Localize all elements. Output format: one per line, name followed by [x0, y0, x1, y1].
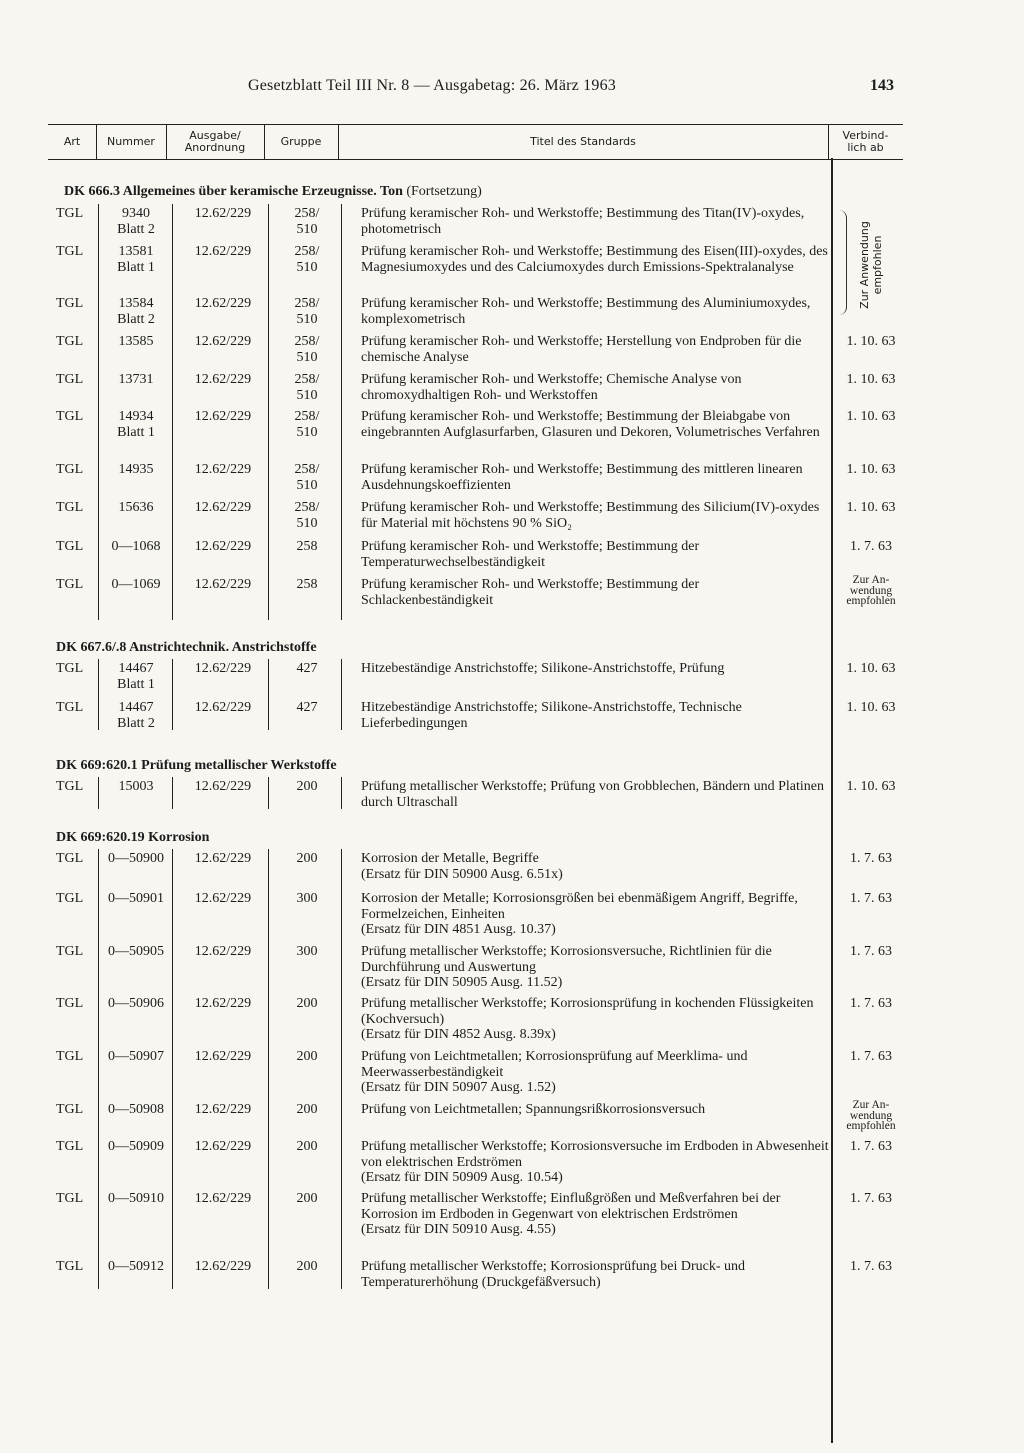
row-art: TGL: [56, 409, 84, 424]
row-art: TGL: [56, 1139, 84, 1154]
row-gruppe: 200: [296, 779, 318, 794]
row-verbindlich-ab: 1. 7. 63: [850, 1259, 892, 1274]
column-art: Art: [48, 125, 97, 159]
section-heading-bold: DK 666.3 Allgemeines über keramische Erzeugnisse. Ton: [64, 184, 403, 199]
row-verbindlich-ab: 1. 10. 63: [846, 462, 896, 477]
column-divider: [831, 158, 833, 1443]
rule-art-nummer: [98, 204, 99, 620]
row-art: TGL: [56, 1259, 84, 1274]
row-nummer: 0—50912: [108, 1259, 164, 1274]
row-art: TGL: [56, 996, 84, 1011]
row-verbindlich-ab: 1. 10. 63: [846, 779, 896, 794]
row-gruppe: 258/ 510: [294, 334, 320, 365]
row-art: TGL: [56, 891, 84, 906]
column-titel: Titel des Standards: [338, 125, 829, 159]
row-nummer: 14934 Blatt 1: [117, 409, 155, 440]
row-ausgabe: 12.62/229: [194, 851, 252, 866]
row-titel: Prüfung metallischer Werkstoffe; Korrosionsprüfung bei Druck- und Temperaturerhöhung (Druckgefäßversuch): [361, 1259, 746, 1290]
row-nummer: 0—50907: [108, 1049, 164, 1064]
row-titel: Prüfung keramischer Roh- und Werkstoffe; Bestimmung der Temperaturwechselbeständigkeit: [361, 539, 700, 570]
running-header: Gesetzblatt Teil III Nr. 8 — Ausgabetag: 26. März 1963: [248, 77, 616, 94]
row-nummer: 0—50901: [108, 891, 164, 906]
row-nummer: 0—50910: [108, 1191, 164, 1206]
section-heading: [56, 640, 317, 656]
row-ausgabe: 12.62/229: [194, 1259, 252, 1274]
row-nummer: 13584 Blatt 2: [117, 296, 155, 327]
row-titel: Prüfung keramischer Roh- und Werkstoffe; Bestimmung des mittleren linearen Ausdehnungskoeffizienten: [361, 462, 803, 493]
row-ausgabe: 12.62/229: [194, 1139, 252, 1154]
row-verbindlich-ab: 1. 7. 63: [850, 944, 892, 959]
row-titel: Hitzebeständige Anstrichstoffe; Silikone-Anstrichstoffe, Technische Lieferbedingungen: [361, 700, 742, 731]
section-heading: [64, 184, 482, 200]
row-ausgabe: 12.62/229: [194, 462, 252, 477]
column-ausgabe: Ausgabe/ Anordnung: [166, 125, 265, 159]
row-gruppe: 200: [296, 1102, 318, 1117]
row-gruppe: 258/ 510: [294, 500, 320, 531]
row-ausgabe: 12.62/229: [194, 700, 252, 715]
row-art: TGL: [56, 500, 84, 515]
rule-gruppe-titel: [341, 659, 342, 730]
row-ausgabe: 12.62/229: [194, 334, 252, 349]
rule-nummer-ausgabe: [172, 849, 173, 1289]
row-titel: Prüfung von Leichtmetallen; Spannungsrißkorrosionsversuch: [361, 1102, 706, 1117]
row-titel: Prüfung keramischer Roh- und Werkstoffe; Bestimmung des Titan(IV)-oxydes, photometrisch: [361, 206, 805, 237]
row-nummer: 0—1068: [111, 539, 161, 554]
rule-ausgabe-gruppe: [268, 849, 269, 1289]
row-titel: Prüfung keramischer Roh- und Werkstoffe; Bestimmung des Eisen(III)-oxydes, des Magnesiumoxydes und des Calciumoxydes durch Emissions-Spektralanalyse: [361, 244, 828, 275]
row-gruppe: 427: [296, 661, 318, 676]
row-gruppe: 258/ 510: [294, 462, 320, 493]
row-ausgabe: 12.62/229: [194, 1102, 252, 1117]
row-titel: Prüfung keramischer Roh- und Werkstoffe; Bestimmung des Aluminiumoxydes, komplexometrisch: [361, 296, 811, 327]
row-nummer: 14467 Blatt 1: [117, 661, 155, 692]
row-verbindlich-ab: 1. 7. 63: [850, 1049, 892, 1064]
row-art: TGL: [56, 1102, 84, 1117]
row-art: TGL: [56, 244, 84, 259]
row-gruppe: 200: [296, 851, 318, 866]
row-verbindlich-ab: 1. 7. 63: [850, 539, 892, 554]
section-heading-bold: DK 667.6/.8 Anstrichtechnik. Anstrichstoffe: [56, 640, 317, 655]
row-ausgabe: 12.62/229: [194, 891, 252, 906]
row-ausgabe: 12.62/229: [194, 409, 252, 424]
row-gruppe: 200: [296, 1139, 318, 1154]
row-verbindlich-ab: 1. 10. 63: [846, 661, 896, 676]
row-nummer: 14935: [118, 462, 154, 477]
row-gruppe: 200: [296, 1049, 318, 1064]
row-art: TGL: [56, 462, 84, 477]
row-titel: Prüfung von Leichtmetallen; Korrosionsprüfung auf Meerklima- und Meerwasserbeständigkeit (Ersatz für DIN 50907 Ausg. 1.52): [361, 1049, 748, 1095]
row-nummer: 13581 Blatt 1: [117, 244, 155, 275]
rule-gruppe-titel: [341, 849, 342, 1289]
row-gruppe: 200: [296, 1191, 318, 1206]
row-ausgabe: 12.62/229: [194, 1191, 252, 1206]
row-ausgabe: 12.62/229: [194, 539, 252, 554]
row-art: TGL: [56, 1049, 84, 1064]
section-heading: [56, 758, 337, 774]
row-verbindlich-ab: 1. 10. 63: [846, 500, 896, 515]
row-art: TGL: [56, 577, 84, 592]
row-titel: Prüfung keramischer Roh- und Werkstoffe; Chemische Analyse von chromoxydhaltigen Roh- und Werkstoffen: [361, 372, 742, 403]
row-ausgabe: 12.62/229: [194, 296, 252, 311]
row-verbindlich-ab: 1. 7. 63: [850, 891, 892, 906]
rule-nummer-ausgabe: [172, 777, 173, 809]
row-verbindlich-ab: 1. 7. 63: [850, 851, 892, 866]
row-gruppe: 258/ 510: [294, 372, 320, 403]
rule-gruppe-titel: [341, 777, 342, 809]
row-gruppe: 200: [296, 1259, 318, 1274]
row-art: TGL: [56, 206, 84, 221]
rule-art-nummer: [98, 849, 99, 1289]
section-heading-note: (Fortsetzung): [402, 184, 482, 199]
rule-ausgabe-gruppe: [268, 204, 269, 620]
column-gruppe: Gruppe: [264, 125, 339, 159]
row-ausgabe: 12.62/229: [194, 577, 252, 592]
row-nummer: 0—50905: [108, 944, 164, 959]
rule-ausgabe-gruppe: [268, 659, 269, 730]
row-ausgabe: 12.62/229: [194, 779, 252, 794]
row-ausgabe: 12.62/229: [194, 500, 252, 515]
rule-gruppe-titel: [341, 204, 342, 620]
row-titel: Prüfung keramischer Roh- und Werkstoffe; Bestimmung der Bleiabgabe von eingebrannten Aufglasurfarben, Glasuren und Dekoren, Volumetrisches Verfahren: [361, 409, 820, 440]
row-art: TGL: [56, 334, 84, 349]
row-gruppe: 300: [296, 944, 318, 959]
row-ausgabe: 12.62/229: [194, 244, 252, 259]
row-nummer: 15636: [118, 500, 154, 515]
row-ausgabe: 12.62/229: [194, 661, 252, 676]
row-titel: Korrosion der Metalle, Begriffe (Ersatz für DIN 50900 Ausg. 6.51x): [361, 851, 563, 882]
row-verbindlich-ab: Zur An- wendung empfohlen: [846, 1099, 896, 1132]
row-gruppe: 258: [296, 577, 318, 592]
row-art: TGL: [56, 851, 84, 866]
row-titel: Prüfung keramischer Roh- und Werkstoffe; Herstellung von Endproben für die chemische Analyse: [361, 334, 802, 365]
section-heading-bold: DK 669:620.1 Prüfung metallischer Werkstoffe: [56, 758, 337, 773]
page-number: 143: [870, 77, 894, 94]
row-art: TGL: [56, 539, 84, 554]
row-art: TGL: [56, 372, 84, 387]
row-nummer: 0—1069: [111, 577, 161, 592]
row-verbindlich-ab: 1. 10. 63: [846, 372, 896, 387]
rule-art-nummer: [98, 777, 99, 809]
row-nummer: 0—50900: [108, 851, 164, 866]
row-art: TGL: [56, 779, 84, 794]
table-header: [48, 124, 903, 160]
row-gruppe: 300: [296, 891, 318, 906]
rule-ausgabe-gruppe: [268, 777, 269, 809]
row-nummer: 15003: [118, 779, 154, 794]
section-heading: [56, 830, 209, 846]
row-gruppe: 258/ 510: [294, 206, 320, 237]
row-titel: Prüfung metallischer Werkstoffe; Korrosionsversuche im Erdboden in Abwesenheit von elektrischen Erdströmen (Ersatz für DIN 50909 Ausg. 10.54): [361, 1139, 829, 1185]
row-titel: Korrosion der Metalle; Korrosionsgrößen bei ebenmäßigem Angriff, Begriffe, Formelzeichen, Einheiten (Ersatz für DIN 4851 Ausg. 10.37): [361, 891, 798, 937]
row-titel: Prüfung metallischer Werkstoffe; Einflußgrößen und Meßverfahren bei der Korrosion im Erdboden in Gegenwart von elektrischen Erdströmen (Ersatz für DIN 50910 Ausg. 4.55): [361, 1191, 781, 1237]
row-nummer: 13731: [118, 372, 154, 387]
row-gruppe: 258/ 510: [294, 409, 320, 440]
row-ausgabe: 12.62/229: [194, 1049, 252, 1064]
row-art: TGL: [56, 661, 84, 676]
row-gruppe: 200: [296, 996, 318, 1011]
row-ausgabe: 12.62/229: [194, 996, 252, 1011]
row-nummer: 9340 Blatt 2: [117, 206, 155, 237]
row-gruppe: 258/ 510: [294, 296, 320, 327]
row-verbindlich-ab: 1. 7. 63: [850, 1139, 892, 1154]
row-titel: Prüfung metallischer Werkstoffe; Prüfung von Grobblechen, Bändern und Platinen durch Ultraschall: [361, 779, 824, 810]
row-verbindlich-ab: 1. 10. 63: [846, 700, 896, 715]
row-gruppe: 258: [296, 539, 318, 554]
row-titel: Prüfung metallischer Werkstoffe; Korrosionsprüfung in kochenden Flüssigkeiten (Kochversuch) (Ersatz für DIN 4852 Ausg. 8.39x): [361, 996, 814, 1042]
rule-nummer-ausgabe: [172, 659, 173, 730]
row-nummer: 0—50906: [108, 996, 164, 1011]
row-titel: Prüfung keramischer Roh- und Werkstoffe; Bestimmung der Schlackenbeständigkeit: [361, 577, 700, 608]
row-art: TGL: [56, 1191, 84, 1206]
row-titel: Prüfung metallischer Werkstoffe; Korrosionsversuche, Richtlinien für die Durchführung und Auswertung (Ersatz für DIN 50905 Ausg. 11.52): [361, 944, 772, 990]
column-nummer: Nummer: [96, 125, 167, 159]
section-heading-bold: DK 669:620.19 Korrosion: [56, 830, 210, 845]
row-art: TGL: [56, 700, 84, 715]
row-nummer: 14467 Blatt 2: [117, 700, 155, 731]
row-ausgabe: 12.62/229: [194, 206, 252, 221]
row-nummer: 13585: [118, 334, 154, 349]
row-verbindlich-ab: Zur An- wendung empfohlen: [846, 574, 896, 607]
row-gruppe: 258/ 510: [294, 244, 320, 275]
rule-art-nummer: [98, 659, 99, 730]
rule-nummer-ausgabe: [172, 204, 173, 620]
row-verbindlich-ab: 1. 7. 63: [850, 1191, 892, 1206]
row-titel: Hitzebeständige Anstrichstoffe; Silikone-Anstrichstoffe, Prüfung: [361, 661, 725, 676]
side-note-brace: [838, 210, 847, 315]
row-verbindlich-ab: 1. 10. 63: [846, 334, 896, 349]
side-note: Zur Anwendung empfohlen: [858, 221, 884, 309]
row-titel: Prüfung keramischer Roh- und Werkstoffe; Bestimmung des Silicium(IV)-oxydes für Material mit höchstens 90 % SiO₂: [361, 500, 820, 531]
row-verbindlich-ab: 1. 7. 63: [850, 996, 892, 1011]
row-art: TGL: [56, 944, 84, 959]
row-gruppe: 427: [296, 700, 318, 715]
row-art: TGL: [56, 296, 84, 311]
column-verbindlich: Verbind- lich ab: [842, 129, 889, 154]
row-ausgabe: 12.62/229: [194, 944, 252, 959]
row-nummer: 0—50909: [108, 1139, 164, 1154]
row-nummer: 0—50908: [108, 1102, 164, 1117]
row-verbindlich-ab: 1. 10. 63: [846, 409, 896, 424]
row-ausgabe: 12.62/229: [194, 372, 252, 387]
